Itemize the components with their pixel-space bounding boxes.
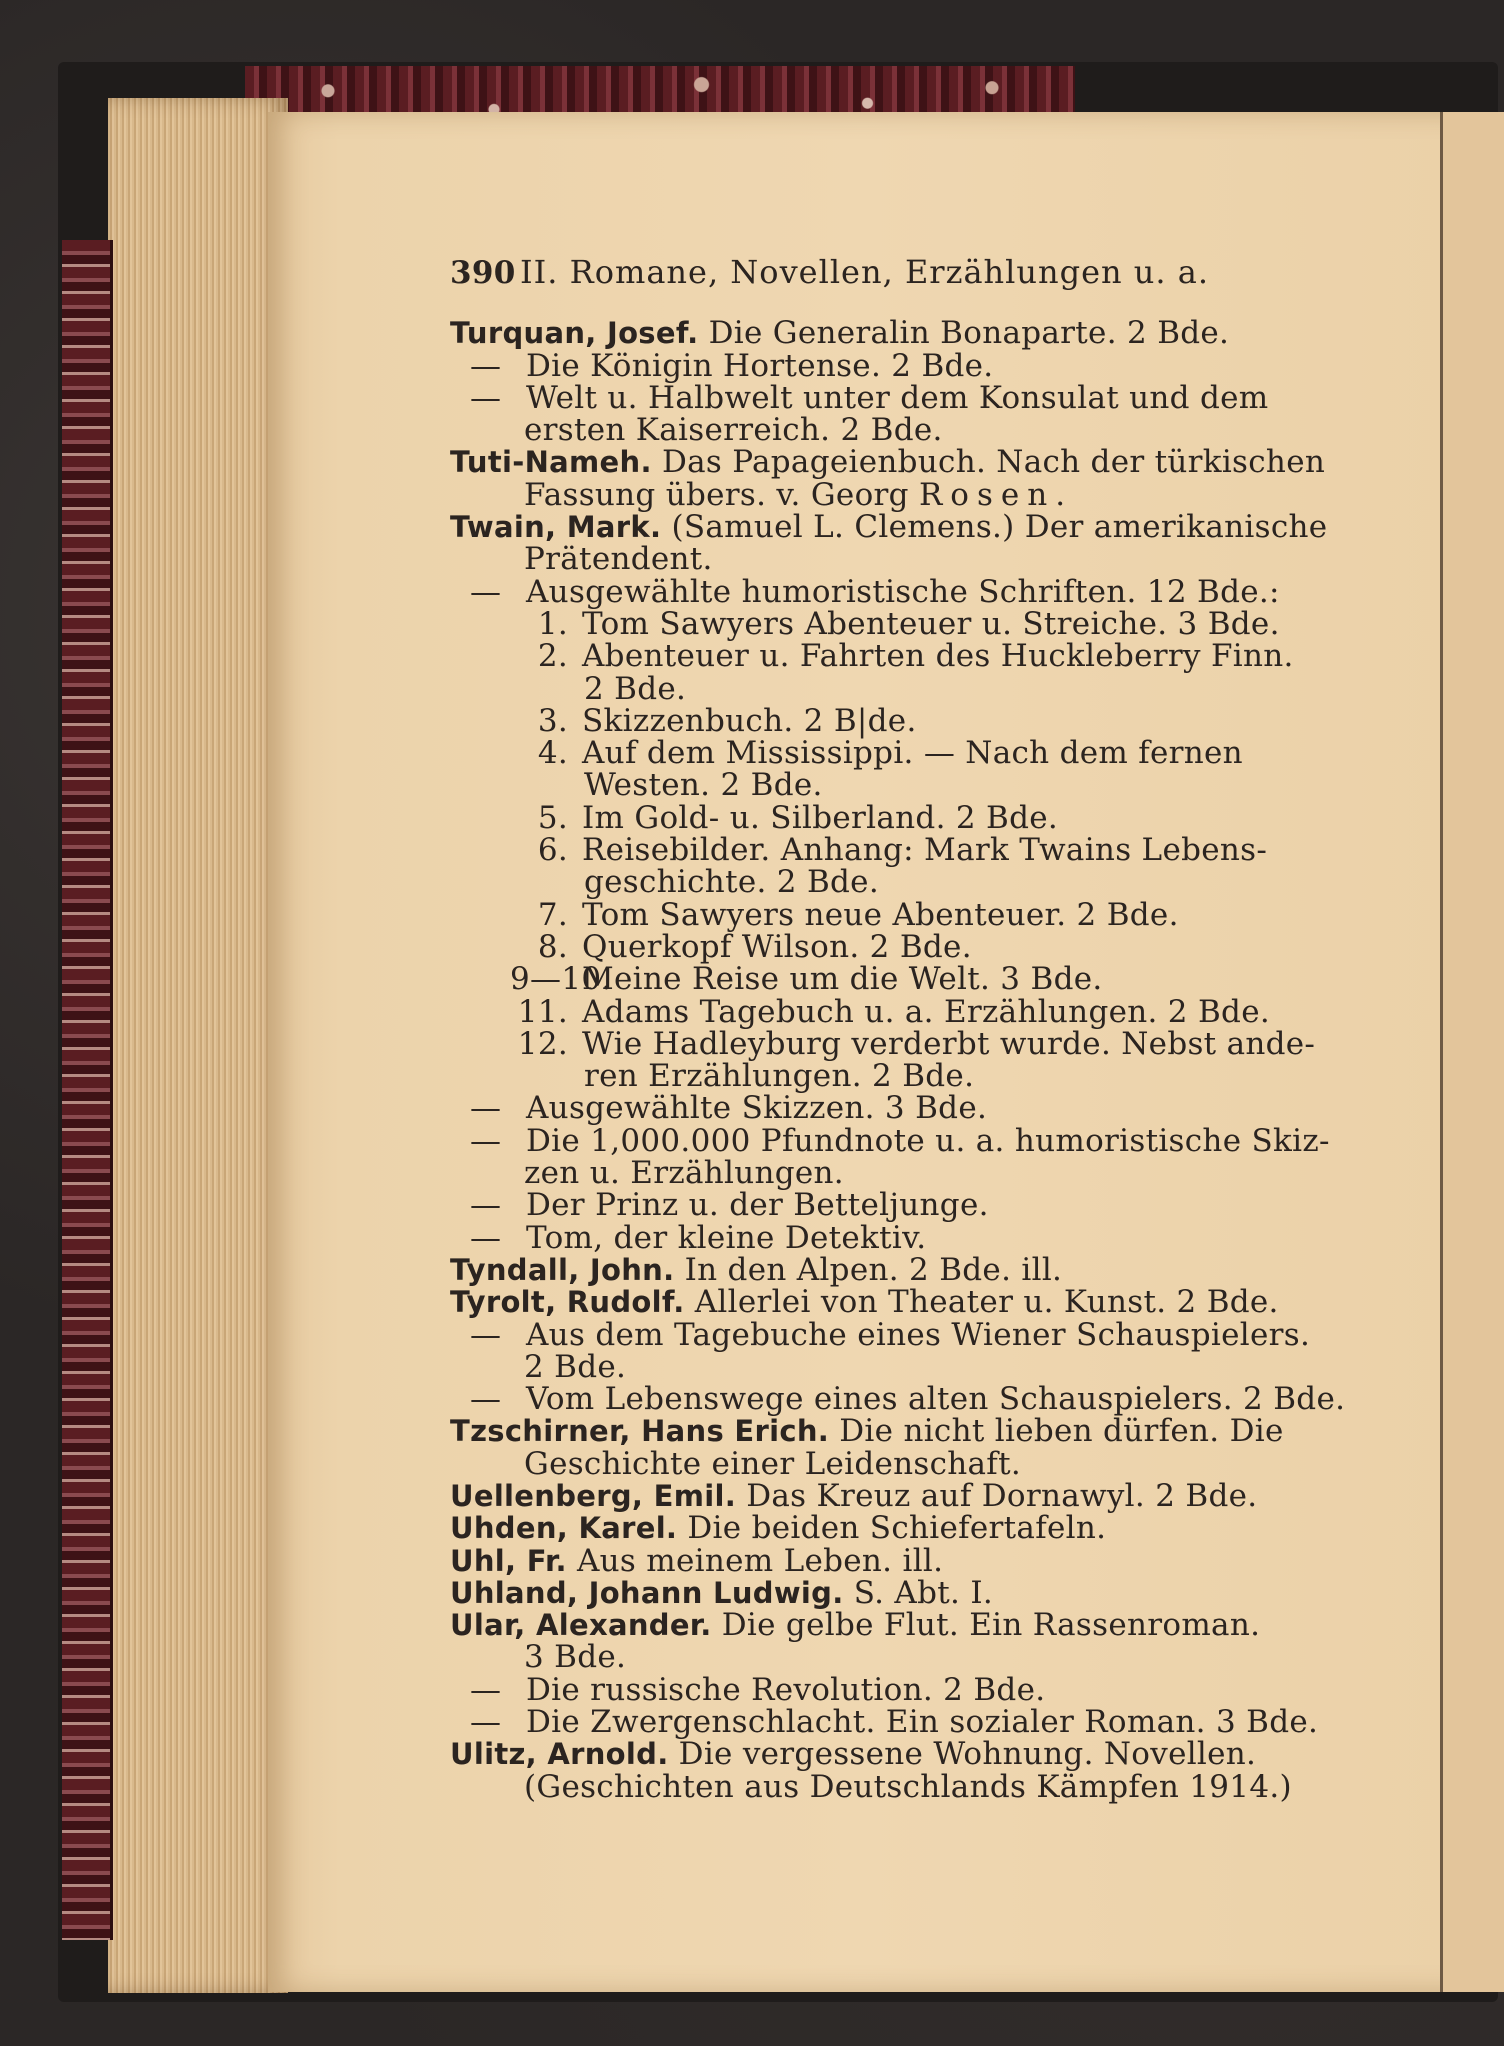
page-content (450, 253, 1350, 1805)
catalog-line (450, 702, 1350, 739)
entry-title: Die russische Revolution. 2 Bde. (526, 1671, 1046, 1708)
volume-title: Meine Reise um die Welt. 3 Bde. (582, 961, 1103, 998)
catalog-line (450, 347, 1350, 384)
author-name: Uhland, Johann Ludwig. (450, 1575, 844, 1610)
author-name: Tyrolt, Rudolf. (450, 1285, 685, 1320)
catalog-line (450, 1187, 1350, 1224)
catalog-line (450, 832, 1350, 869)
entry-title: Der Prinz u. der Betteljunge. (526, 1187, 989, 1224)
volume-number: 7. (537, 896, 568, 933)
entry-title: In den Alpen. 2 Bde. ill. (684, 1251, 1063, 1288)
entry-title: S. Abt. I. (853, 1574, 994, 1611)
entry-title: Die Generalin Bonaparte. 2 Bde. (708, 315, 1230, 352)
author-name: Uhl, Fr. (450, 1543, 567, 1578)
author-name: Turquan, Josef. (450, 316, 699, 351)
entry-title: Die nicht lieben dürfen. Die (839, 1413, 1284, 1450)
entry-title: Die 1,000.000 Pfundnote u. a. humoristische Skiz- (526, 1122, 1330, 1159)
catalog-line (450, 1445, 1350, 1482)
dash-mark: — (470, 1090, 502, 1127)
catalog-line (450, 670, 1350, 707)
volume-number: 2. (537, 638, 568, 675)
dash-mark: — (470, 1316, 502, 1353)
catalog-line (450, 1219, 1350, 1256)
catalog-line (450, 315, 1350, 352)
catalog-line (450, 1768, 1350, 1805)
volume-continuation: 2 Bde. (584, 670, 687, 707)
volume-number: 4. (537, 735, 568, 772)
entry-title: Die beiden Schiefertafeln. (687, 1510, 1107, 1547)
volume-title: Auf dem Mississippi. — Nach dem fernen (582, 735, 1243, 772)
volume-title: Adams Tagebuch u. a. Erzählungen. 2 Bde. (582, 993, 1271, 1030)
catalog-line (450, 961, 1350, 998)
volume-number: 5. (537, 799, 568, 836)
volume-title: Reisebilder. Anhang: Mark Twains Lebens- (582, 832, 1268, 869)
catalog-line (450, 1122, 1350, 1159)
entry-title: Die gelbe Flut. Ein Rassenroman. (721, 1607, 1261, 1644)
entry-title: Die vergessene Wohnung. Novellen. (678, 1736, 1257, 1773)
entry-continuation: (Geschichten aus Deutschlands Kämpfen 1914.) (524, 1768, 1292, 1805)
catalog-line (450, 864, 1350, 901)
catalog-line (450, 1704, 1350, 1741)
entry-title: Aus meinem Leben. ill. (576, 1542, 944, 1579)
catalog-line (450, 1671, 1350, 1708)
entry-title: Ausgewählte Skizzen. 3 Bde. (526, 1090, 988, 1127)
author-name: Uellenberg, Emil. (450, 1478, 737, 1513)
dash-mark: — (470, 1704, 502, 1741)
author-name: Tyndall, John. (450, 1252, 675, 1287)
entry-title: Ausgewählte humoristische Schriften. 12 Bde.: (526, 573, 1280, 610)
page-header (450, 253, 1350, 291)
volume-continuation: Westen. 2 Bde. (584, 767, 823, 804)
catalog-line (450, 1542, 1350, 1579)
catalog-line (450, 1510, 1350, 1547)
dash-mark: — (470, 1671, 502, 1708)
entry-title: Das Kreuz auf Dornawyl. 2 Bde. (746, 1477, 1258, 1514)
author-name: Ular, Alexander. (450, 1608, 712, 1643)
volume-title: Tom Sawyers Abenteuer u. Streiche. 3 Bde. (582, 605, 1280, 642)
entry-title: Aus dem Tagebuche eines Wiener Schauspielers. (526, 1316, 1311, 1353)
catalog-line (450, 1574, 1350, 1611)
catalog-line (450, 1736, 1350, 1773)
entry-continuation: Prätendent. (524, 541, 713, 578)
catalog-line (450, 412, 1350, 449)
catalog-line (450, 541, 1350, 578)
page-block-edge (108, 98, 288, 1993)
volume-number: 11. (517, 993, 568, 1030)
volume-title: Im Gold- u. Silberland. 2 Bde. (582, 799, 1059, 836)
dash-mark: — (470, 1219, 502, 1256)
volume-number: 1. (537, 605, 568, 642)
volume-number: 9—10. (510, 961, 612, 998)
catalog-line (450, 1090, 1350, 1127)
entry-title: Die Zwergenschlacht. Ein sozialer Roman. 3 Bde. (526, 1704, 1319, 1741)
volume-title: Skizzenbuch. 2 B|de. (582, 702, 917, 739)
volume-number: 3. (537, 702, 568, 739)
volume-title: Abenteuer u. Fahrten des Huckleberry Finn. (582, 638, 1294, 675)
catalog-line (450, 638, 1350, 675)
entry-title: Welt u. Halbwelt unter dem Konsulat und dem (526, 379, 1269, 416)
catalog-entries (450, 317, 1350, 1803)
catalog-line (450, 1025, 1350, 1062)
facing-page-edge (1440, 112, 1504, 1992)
catalog-line (450, 1155, 1350, 1192)
page-number: 390 (450, 255, 516, 291)
entry-title: Tom, der kleine Detektiv. (526, 1219, 927, 1256)
marbled-side-edge (62, 240, 113, 1940)
running-head: II. Romane, Novellen, Erzählungen u. a. (520, 253, 1209, 291)
catalog-line (450, 1639, 1350, 1676)
entry-continuation: ersten Kaiserreich. 2 Bde. (524, 412, 943, 449)
volume-title: Querkopf Wilson. 2 Bde. (582, 928, 972, 965)
dash-mark: — (470, 1187, 502, 1224)
dash-mark: — (470, 347, 502, 384)
catalog-line (450, 379, 1350, 416)
volume-continuation: ren Erzählungen. 2 Bde. (584, 1058, 975, 1095)
volume-title: Wie Hadleyburg verderbt wurde. Nebst ande- (582, 1025, 1316, 1062)
volume-continuation: geschichte. 2 Bde. (584, 864, 879, 901)
spaced-name: Rosen. (918, 476, 1074, 513)
catalog-line (450, 1284, 1350, 1321)
catalog-line (450, 573, 1350, 610)
dash-mark: — (470, 379, 502, 416)
author-name: Ulitz, Arnold. (450, 1737, 669, 1772)
entry-continuation: zen u. Erzählungen. (524, 1155, 844, 1192)
entry-title: Das Papageienbuch. Nach der türkischen (661, 444, 1326, 481)
author-name: Uhden, Karel. (450, 1511, 678, 1546)
catalog-line (450, 928, 1350, 965)
author-name: Tuti-Nameh. (450, 445, 652, 480)
catalog-line (450, 1413, 1350, 1450)
catalog-line (450, 509, 1350, 546)
catalog-line (450, 444, 1350, 481)
dash-mark: — (470, 1381, 502, 1418)
entry-continuation: Geschichte einer Leidenschaft. (524, 1445, 1021, 1482)
dash-mark: — (470, 1122, 502, 1159)
catalog-line (450, 1607, 1350, 1644)
volume-title: Tom Sawyers neue Abenteuer. 2 Bde. (582, 896, 1179, 933)
catalog-line (450, 476, 1350, 513)
entry-title: Allerlei von Theater u. Kunst. 2 Bde. (694, 1284, 1279, 1321)
catalog-line (450, 767, 1350, 804)
catalog-line (450, 1316, 1350, 1353)
catalog-line (450, 1381, 1350, 1418)
catalog-line (450, 735, 1350, 772)
entry-continuation: 2 Bde. (524, 1348, 627, 1385)
entry-continuation: Fassung übers. v. Georg (524, 476, 909, 513)
volume-number: 12. (517, 1025, 568, 1062)
catalog-line (450, 605, 1350, 642)
catalog-line (450, 799, 1350, 836)
volume-number: 8. (537, 928, 568, 965)
entry-continuation: 3 Bde. (524, 1639, 627, 1676)
author-name: Twain, Mark. (450, 510, 662, 545)
entry-title: Die Königin Hortense. 2 Bde. (526, 347, 994, 384)
catalog-line (450, 1251, 1350, 1288)
catalog-line (450, 1348, 1350, 1385)
catalog-line (450, 896, 1350, 933)
catalog-line (450, 1477, 1350, 1514)
author-name: Tzschirner, Hans Erich. (450, 1414, 830, 1449)
dash-mark: — (470, 573, 502, 610)
entry-title: (Samuel L. Clemens.) Der amerikanische (671, 509, 1328, 546)
volume-number: 6. (537, 832, 568, 869)
entry-title: Vom Lebenswege eines alten Schauspielers. 2 Bde. (526, 1381, 1346, 1418)
catalog-line (450, 1058, 1350, 1095)
catalog-line (450, 993, 1350, 1030)
